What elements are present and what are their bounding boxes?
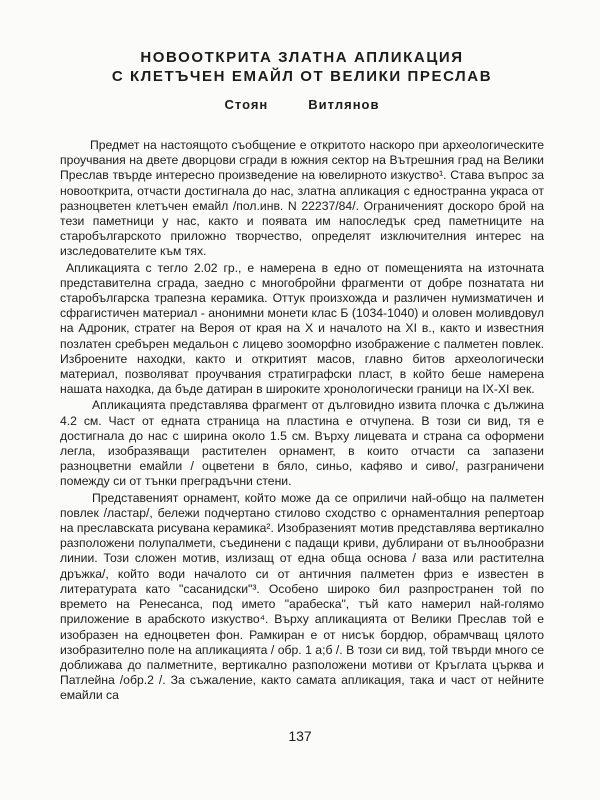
paragraph-2: Апликацията с тегло 2.02 гр., е намерена в едно от помещенията на източната представителна сграда, заедно с многобройни фрагменти от добре познатата ни старобългарска трапезна керамика. Оттук произхожда и различен нумизматичен и сфрагистичен материал - анонимни монети клас Б (1034-1040) и оловен моливдовул на Адроник, стратег на Верoя от края на X и началото на XI в., както и известния позлатен сребърен медальон с лицево зооморфно изображение с палметен повлек. Изброените находки, както и откритият масов, главно битов археологически материал, позволяват проучвания стратиграфски пласт, в който беше намерена нашата находка, да бъде датиран в широките хронологически граници на IX-XI век. xyxy=(60,260,544,397)
author-first-name: Стоян xyxy=(224,97,269,112)
paragraph-1: Предмет на настоящото съобщение е откритото наскоро при археологическите проучвания на двете дворцови сгради в южния сектор на Вътрешния град на Велики Преслав твърде интересно произведение на ювелирното изкуство¹. Става въпрос за новооткрита, отчасти достигнала до нас, златна апликация с едностранна украса от разноцветен клетъчен емайл /пол.инв. N 22237/84/. Ограниченият доскоро брой на тези паметници у нас, както и появата им напоследък сред паметниците на старобългарското приложно творчество, определят изключителния интерес на изследователите към тях. xyxy=(60,138,544,259)
page-number: 137 xyxy=(288,728,312,744)
title-line-2: С КЛЕТЪЧЕН ЕМАЙЛ ОТ ВЕЛИКИ ПРЕСЛАВ xyxy=(111,68,493,85)
author-last-name: Витлянов xyxy=(308,97,380,112)
title-line-1: НОВООТКРИТА ЗЛАТНА АПЛИКАЦИЯ xyxy=(140,49,464,66)
article-title xyxy=(60,48,544,86)
paragraph-4: Представеният орнамент, който може да се оприличи най-общо на палметен повлек /ластар/, бележи подчертано стилово сходство с орнаменталния репертоар на преславската рисувана керамика². Изобразеният мотив представлява вертикално разположени полупалмети, съединени с падащи криви, дублирани от вълнообразни линии. Този сложен мотив, излизащ от една обща основа / ваза или растителна дръжка/, който води началото си от античния палметен фриз е известен в литературата като "сасанидски"³. Особено широко бил разпространен той по времето на Ренесанса, под името "арабеска", тъй като намерил най-голямо приложение в арабското изкуство⁴. Върху апликацията от Велики Преслав той е изобразен на едноцветен фон. Рамкиран е от нисък бордюр, обрамчващ цялото изобразително поле на апликацията / обр. 1 а;б /. В този си вид, той твърди много се доближава до палметните, вертикално разположени мотиви от Кръглата църква и Патлейна /обр.2 /. За съжаление, както самата апликация, така и част от нейните емайли са xyxy=(60,490,544,703)
author-name xyxy=(60,97,544,112)
paragraph-3: Апликацията представлява фрагмент от дълговидно извита плочка с дължина 4.2 см. Част от едната страница на пластина е отчупена. В този си вид, тя е достигнала до нас с ширина около 1.5 см. Върху лицевата и страна са оформени легла, изобразяващи растителен орнамент, в които отчасти са запазени разноцветни емайли / оцветени в бяло, синьо, кафяво и сиво/, разграничени помежду си от тънки преградъчни стени. xyxy=(60,398,544,489)
article-body xyxy=(60,138,544,704)
